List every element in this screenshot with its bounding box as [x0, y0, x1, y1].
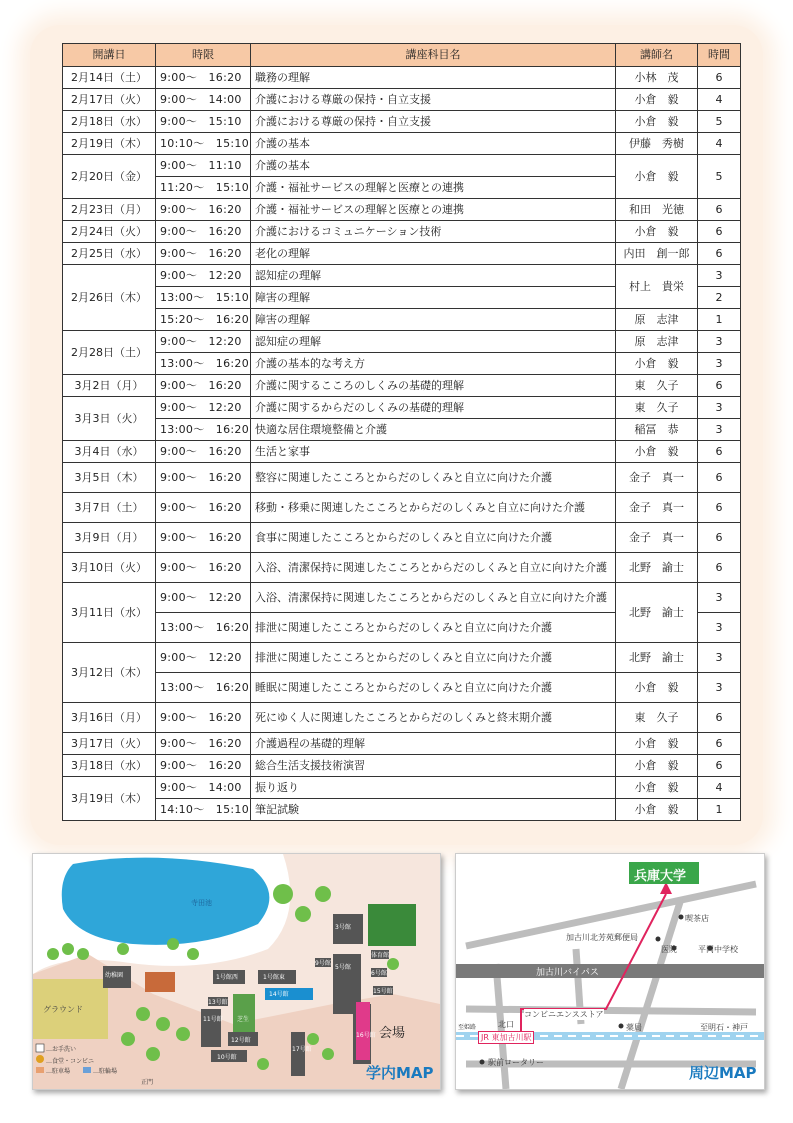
subject-cell: 介護の基本的な考え方 [251, 353, 616, 375]
subject-cell: 睡眠に関連したこころとからだのしくみと自立に向けた介護 [251, 673, 616, 703]
area-label: 平岡中学校 [698, 945, 738, 954]
subject-cell: 介護・福祉サービスの理解と医療との連携 [251, 199, 616, 221]
table-row [63, 89, 741, 111]
instructor-cell: 小倉 毅 [616, 89, 698, 111]
table-row [63, 243, 741, 265]
table-row [63, 673, 741, 703]
area-label: 北口 [498, 1020, 514, 1029]
hours-cell: 6 [698, 221, 741, 243]
subject-cell: 認知症の理解 [251, 331, 616, 353]
hours-cell: 3 [698, 353, 741, 375]
subject-cell: 職務の理解 [251, 67, 616, 89]
subject-cell: 介護におけるコミュニケーション技術 [251, 221, 616, 243]
time-cell: 9:00～ 12:20 [156, 265, 251, 287]
ground-label: グラウンド [43, 1005, 83, 1014]
table-row [63, 553, 741, 583]
subject-cell: 介護における尊厳の保持・自立支援 [251, 89, 616, 111]
time-cell: 9:00～ 16:20 [156, 221, 251, 243]
time-cell: 13:00～ 15:10 [156, 287, 251, 309]
instructor-cell: 原 志津 [616, 309, 698, 331]
instructor-cell: 村上 貴栄 [616, 265, 698, 309]
hours-cell: 1 [698, 309, 741, 331]
table-row [63, 755, 741, 777]
time-cell: 9:00～ 16:20 [156, 733, 251, 755]
time-cell: 14:10～ 15:10 [156, 799, 251, 821]
legend-item: …食堂・コンビニ [46, 1058, 95, 1065]
instructor-cell: 北野 諭士 [616, 583, 698, 643]
legend-item: …駐車場 [46, 1068, 71, 1075]
legend-item: …お手洗い [46, 1046, 77, 1053]
instructor-cell: 東 久子 [616, 397, 698, 419]
building-label: 11号館 [203, 1016, 223, 1023]
instructor-cell: 小倉 毅 [616, 777, 698, 799]
legend-item: …駐輪場 [93, 1068, 118, 1075]
subject-cell: 入浴、清潔保持に関連したこころとからだのしくみと自立に向けた介護 [251, 583, 616, 613]
date-cell: 2月24日（火） [63, 221, 156, 243]
table-row [63, 309, 741, 331]
subject-cell: 老化の理解 [251, 243, 616, 265]
table-row [63, 799, 741, 821]
time-cell: 9:00～ 14:00 [156, 777, 251, 799]
hours-cell: 6 [698, 375, 741, 397]
subject-cell: 筆記試験 [251, 799, 616, 821]
hours-cell: 3 [698, 673, 741, 703]
table-row [63, 375, 741, 397]
table-row [63, 733, 741, 755]
time-cell: 9:00～ 11:10 [156, 155, 251, 177]
subject-cell: 介護における尊厳の保持・自立支援 [251, 111, 616, 133]
hours-cell: 1 [698, 799, 741, 821]
instructor-cell: 小倉 毅 [616, 755, 698, 777]
hours-cell: 5 [698, 111, 741, 133]
hours-cell: 6 [698, 67, 741, 89]
subject-cell: 入浴、清潔保持に関連したこころとからだのしくみと自立に向けた介護 [251, 553, 616, 583]
date-cell: 2月23日（月） [63, 199, 156, 221]
time-cell: 13:00～ 16:20 [156, 353, 251, 375]
time-cell: 9:00～ 16:20 [156, 375, 251, 397]
time-cell: 9:00～ 12:20 [156, 583, 251, 613]
building-label: 5号館 [335, 964, 351, 971]
subject-cell: 介護の基本 [251, 133, 616, 155]
venue-label: 会場 [379, 1026, 406, 1041]
instructor-cell: 金子 真一 [616, 463, 698, 493]
hours-cell: 3 [698, 643, 741, 673]
instructor-cell: 東 久子 [616, 703, 698, 733]
hours-cell: 3 [698, 397, 741, 419]
date-cell: 3月7日（土） [63, 493, 156, 523]
time-cell: 9:00～ 16:20 [156, 493, 251, 523]
area-map [455, 853, 765, 1090]
hours-cell: 6 [698, 463, 741, 493]
hours-cell: 5 [698, 155, 741, 199]
area-label: 至姫路 [458, 1024, 477, 1031]
table-row [63, 493, 741, 523]
date-cell: 2月20日（金） [63, 155, 156, 199]
building-label: 12号館 [231, 1037, 251, 1044]
bypass-road [456, 964, 764, 978]
building-label: 10号館 [217, 1054, 237, 1061]
subject-cell: 排泄に関連したこころとからだのしくみと自立に向けた介護 [251, 613, 616, 643]
date-cell: 2月28日（土） [63, 331, 156, 375]
date-cell: 3月5日（木） [63, 463, 156, 493]
pond [62, 858, 270, 945]
subject-cell: 死にゆく人に関連したこころとからだのしくみと終末期介護 [251, 703, 616, 733]
table-row [63, 397, 741, 419]
time-cell: 15:20～ 16:20 [156, 309, 251, 331]
instructor-cell: 稲冨 恭 [616, 419, 698, 441]
date-cell: 3月4日（水） [63, 441, 156, 463]
hours-cell: 6 [698, 553, 741, 583]
hours-cell: 3 [698, 613, 741, 643]
table-row [63, 199, 741, 221]
table-row [63, 265, 741, 287]
building-label: 17号館 [292, 1046, 312, 1053]
area-map-drawing [456, 854, 764, 1089]
hours-cell: 6 [698, 199, 741, 221]
subject-cell: 生活と家事 [251, 441, 616, 463]
instructor-cell: 小林 茂 [616, 67, 698, 89]
table-row [63, 441, 741, 463]
area-label: 医院 [661, 945, 677, 954]
table-row [63, 111, 741, 133]
instructor-cell: 小倉 毅 [616, 111, 698, 133]
building-label: 芝生 [237, 1016, 250, 1023]
schedule-table [62, 43, 741, 821]
date-cell: 3月16日（月） [63, 703, 156, 733]
instructor-cell: 金子 真一 [616, 493, 698, 523]
instructor-cell: 小倉 毅 [616, 799, 698, 821]
building-label: 1号館西 [216, 974, 238, 981]
hours-cell: 2 [698, 287, 741, 309]
subject-cell: 介護・福祉サービスの理解と医療との連携 [251, 177, 616, 199]
date-cell: 3月3日（火） [63, 397, 156, 441]
table-row [63, 353, 741, 375]
time-cell: 9:00～ 16:20 [156, 703, 251, 733]
building-label: 幼稚園 [105, 972, 124, 979]
time-cell: 9:00～ 16:20 [156, 243, 251, 265]
hours-cell: 6 [698, 523, 741, 553]
hours-cell: 6 [698, 733, 741, 755]
time-cell: 9:00～ 16:20 [156, 755, 251, 777]
subject-cell: 整容に関連したこころとからだのしくみと自立に向けた介護 [251, 463, 616, 493]
table-header-row [63, 44, 741, 67]
instructor-cell: 金子 真一 [616, 523, 698, 553]
subject-cell: 総合生活支援技術演習 [251, 755, 616, 777]
time-cell: 13:00～ 16:20 [156, 419, 251, 441]
table-row [63, 463, 741, 493]
subject-cell: 障害の理解 [251, 309, 616, 331]
header-time: 時限 [156, 44, 251, 67]
area-map-title: 周辺MAP [689, 1064, 757, 1082]
subject-cell: 排泄に関連したこころとからだのしくみと自立に向けた介護 [251, 643, 616, 673]
building-label: 16号館 [356, 1032, 376, 1039]
time-cell: 10:10～ 15:10 [156, 133, 251, 155]
hours-cell: 3 [698, 419, 741, 441]
building-label: 体育館 [371, 952, 390, 959]
date-cell: 3月2日（月） [63, 375, 156, 397]
date-cell: 2月18日（水） [63, 111, 156, 133]
table-row [63, 155, 741, 177]
date-cell: 2月17日（火） [63, 89, 156, 111]
instructor-cell: 小倉 毅 [616, 221, 698, 243]
time-cell: 9:00～ 16:20 [156, 67, 251, 89]
instructor-cell: 和田 光徳 [616, 199, 698, 221]
hours-cell: 6 [698, 441, 741, 463]
pond-label: 寺田池 [191, 899, 212, 907]
subject-cell: 介護に関するからだのしくみの基礎的理解 [251, 397, 616, 419]
instructor-cell: 小倉 毅 [616, 155, 698, 199]
instructor-cell: 東 久子 [616, 375, 698, 397]
hours-cell: 6 [698, 755, 741, 777]
date-cell: 3月19日（木） [63, 777, 156, 821]
building-label: 14号館 [269, 991, 289, 998]
table-row [63, 583, 741, 613]
destination-label: 兵庫大学 [634, 869, 687, 884]
building-label: 9号館 [315, 960, 331, 967]
instructor-cell: 原 志津 [616, 331, 698, 353]
table-row [63, 523, 741, 553]
time-cell: 9:00～ 14:00 [156, 89, 251, 111]
time-cell: 11:20～ 15:10 [156, 177, 251, 199]
station-label: JR 東加古川駅 [478, 1031, 534, 1044]
subject-cell: 食事に関連したこころとからだのしくみと自立に向けた介護 [251, 523, 616, 553]
time-cell: 9:00～ 12:20 [156, 397, 251, 419]
area-label: 喫茶店 [685, 914, 709, 923]
subject-cell: 介護に関するこころのしくみの基礎的理解 [251, 375, 616, 397]
time-cell: 9:00～ 16:20 [156, 441, 251, 463]
table-row [63, 419, 741, 441]
building-label: 6号館 [371, 970, 387, 977]
time-cell: 9:00～ 12:20 [156, 331, 251, 353]
instructor-cell: 内田 創一郎 [616, 243, 698, 265]
date-cell: 3月10日（火） [63, 553, 156, 583]
table-row [63, 133, 741, 155]
building-label: 15号館 [373, 988, 393, 995]
hours-cell: 3 [698, 265, 741, 287]
subject-cell: 快適な居住環境整備と介護 [251, 419, 616, 441]
time-cell: 9:00～ 12:20 [156, 643, 251, 673]
table-row [63, 703, 741, 733]
time-cell: 13:00～ 16:20 [156, 613, 251, 643]
date-cell: 3月12日（木） [63, 643, 156, 703]
instructor-cell: 小倉 毅 [616, 441, 698, 463]
building-label: 13号館 [208, 999, 228, 1006]
tennis-court [368, 904, 416, 946]
building-label: 3号館 [335, 924, 351, 931]
instructor-cell: 小倉 毅 [616, 353, 698, 375]
date-cell: 3月17日（火） [63, 733, 156, 755]
date-cell: 2月19日（木） [63, 133, 156, 155]
area-label: 薬局 [626, 1023, 642, 1032]
area-label: 至明石・神戸 [700, 1023, 748, 1032]
gate-label: 正門 [141, 1079, 154, 1086]
time-cell: 9:00～ 15:10 [156, 111, 251, 133]
date-cell: 3月9日（月） [63, 523, 156, 553]
time-cell: 13:00～ 16:20 [156, 673, 251, 703]
time-cell: 9:00～ 16:20 [156, 463, 251, 493]
date-cell: 3月11日（水） [63, 583, 156, 643]
time-cell: 9:00～ 16:20 [156, 553, 251, 583]
header-subject: 講座科目名 [251, 44, 616, 67]
date-cell: 2月25日（水） [63, 243, 156, 265]
instructor-cell: 北野 諭士 [616, 643, 698, 673]
building-label: 1号館東 [263, 974, 285, 981]
table-row [63, 67, 741, 89]
time-cell: 9:00～ 16:20 [156, 199, 251, 221]
subject-cell: 介護過程の基礎的理解 [251, 733, 616, 755]
subject-cell: 障害の理解 [251, 287, 616, 309]
date-cell: 2月14日（土） [63, 67, 156, 89]
hours-cell: 3 [698, 331, 741, 353]
table-row [63, 331, 741, 353]
header-instructor: 講師名 [616, 44, 698, 67]
area-label: 加古川バイパス [536, 968, 599, 978]
subject-cell: 振り返り [251, 777, 616, 799]
subject-cell: 認知症の理解 [251, 265, 616, 287]
time-cell: 9:00～ 16:20 [156, 523, 251, 553]
table-row [63, 221, 741, 243]
instructor-cell: 北野 諭士 [616, 553, 698, 583]
hours-cell: 6 [698, 243, 741, 265]
subject-cell: 移動・移乗に関連したこころとからだのしくみと自立に向けた介護 [251, 493, 616, 523]
hours-cell: 4 [698, 133, 741, 155]
header-date: 開講日 [63, 44, 156, 67]
subject-cell: 介護の基本 [251, 155, 616, 177]
table-row [63, 643, 741, 673]
header-hours: 時間 [698, 44, 741, 67]
hours-cell: 4 [698, 89, 741, 111]
area-label: 加古川北芳苑郵便局 [566, 933, 638, 942]
instructor-cell: 小倉 毅 [616, 733, 698, 755]
hours-cell: 6 [698, 493, 741, 523]
instructor-cell: 伊藤 秀樹 [616, 133, 698, 155]
area-label: コンビニエンスストア [524, 1010, 604, 1019]
table-row [63, 777, 741, 799]
instructor-cell: 小倉 毅 [616, 673, 698, 703]
area-label: 駅前ロータリー [488, 1058, 544, 1067]
hours-cell: 3 [698, 583, 741, 613]
date-cell: 3月18日（水） [63, 755, 156, 777]
campus-map [32, 853, 441, 1090]
hours-cell: 4 [698, 777, 741, 799]
date-cell: 2月26日（木） [63, 265, 156, 331]
campus-map-title: 学内MAP [366, 1064, 434, 1082]
hours-cell: 6 [698, 703, 741, 733]
